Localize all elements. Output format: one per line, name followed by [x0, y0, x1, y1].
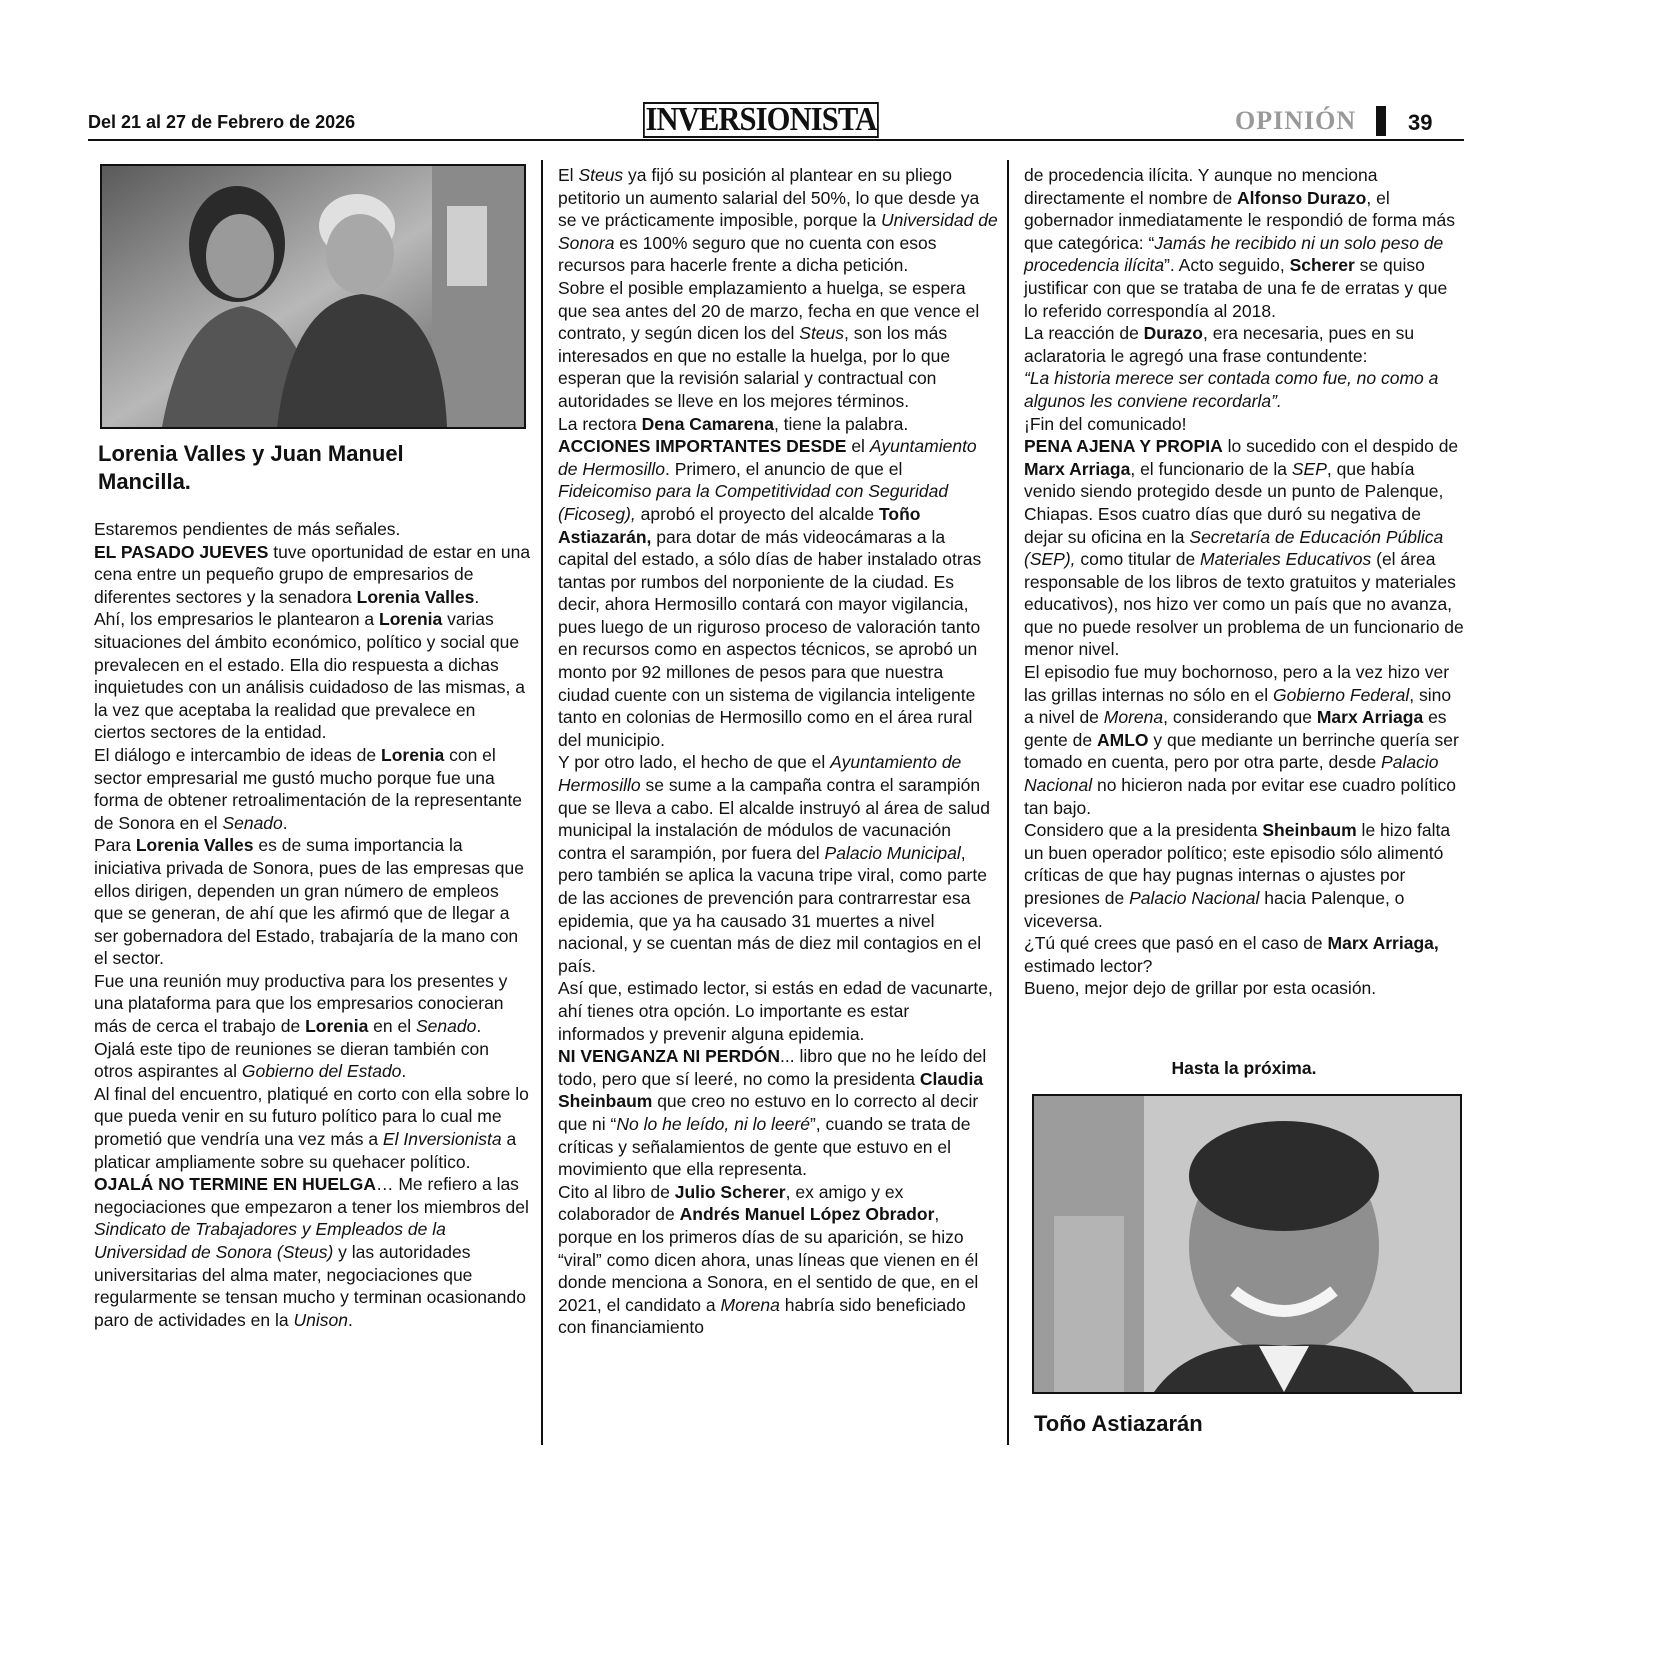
- bold-text: Durazo: [1143, 323, 1203, 344]
- text-run: , pero también se aplica la vacuna tripe viral, como parte de las acciones de prevención para contrarrestar esa epidemia, que ya ha causado 31 muertes a nivel nacional, y se cuentan más de diez mil contagios en el país.: [558, 842, 987, 976]
- paragraph: [1024, 413, 1464, 436]
- paragraph: [558, 751, 998, 977]
- paragraph: [1024, 367, 1464, 412]
- text-run: , el funcionario de la: [1130, 458, 1292, 479]
- article-column-2: [558, 164, 998, 1339]
- bold-text: Dena Camarena: [641, 413, 774, 434]
- photo-lorenia-juan-manuel: [100, 164, 526, 429]
- text-run: … Me refiero a las negociaciones que empezaron a tener los miembros del: [94, 1174, 529, 1217]
- page-number: 39: [1408, 110, 1433, 135]
- text-run: y las autoridades universitarias del alma mater, negociaciones que regularmente se tensan mucho y terminan ocasionando paro de actividades en la: [94, 1242, 526, 1330]
- bold-text: OJALÁ NO TERMINE EN HUELGA: [94, 1174, 376, 1195]
- italic-text: Gobierno Federal: [1273, 684, 1410, 705]
- bold-text: Lorenia: [379, 609, 443, 630]
- article-column-1: [94, 518, 531, 1331]
- bold-text: Sheinbaum: [1262, 820, 1357, 841]
- text-run: es de suma importancia la iniciativa privada de Sonora, pues de las empresas que ellos dirigen, dependen un gran número de empleos que se generan, de ahí que les afirmó que de llegar a ser gobernadora del Estado, trabajaría de la mano con el sector.: [94, 835, 524, 969]
- header-rule: [88, 139, 1464, 141]
- text-run: y que mediante un berrinche quería ser tomado en cuenta, pero por otra parte, desde: [1024, 729, 1459, 773]
- paragraph: [94, 541, 531, 609]
- text-run: , sino a nivel de: [1024, 684, 1452, 728]
- text-run: , porque en los primeros días de su aparición, se hizo “viral” como dicen ahora, unas líneas que vienen en él donde menciona a Sonora, en el sentido de que, en el 2021, el candidato a: [558, 1204, 979, 1315]
- text-run: a platicar ampliamente sobre su quehacer político.: [94, 1129, 517, 1172]
- bold-text: Toño Astiazarán,: [558, 503, 921, 547]
- section-label: OPINIÓN: [1235, 106, 1357, 135]
- text-run: .: [347, 1309, 353, 1330]
- text-run: .: [474, 586, 480, 607]
- paragraph: [1024, 435, 1464, 661]
- paragraph: [1024, 977, 1464, 1000]
- text-run: .: [401, 1061, 407, 1082]
- text-run: La reacción de: [1024, 323, 1144, 344]
- bold-text: Julio Scherer: [674, 1181, 786, 1202]
- text-run: El diálogo e intercambio de ideas de: [94, 744, 381, 765]
- bold-text: Lorenia Valles: [135, 835, 254, 856]
- text-run: de procedencia ilícita. Y aunque no menciona directamente el nombre de: [1024, 165, 1378, 208]
- text-run: Al final del encuentro, platiqué en corto con ella sobre lo que pueda venir en su futuro político para lo cual me prometió que vendría una vez más a: [94, 1083, 529, 1150]
- italic-text: El Inversionista: [382, 1129, 502, 1150]
- text-run: (el área responsable de los libros de texto gratuitos y materiales educativos), nos hizo ver como un país que no avanza, que no puede resolver un problema de un funcionario de menor nivel.: [1024, 549, 1464, 660]
- text-run: Así que, estimado lector, si estás en edad de vacunarte, ahí tienes otra opción. Lo importante es estar informados y prevenir alguna epidemia.: [558, 978, 993, 1044]
- italic-text: No lo he leído, ni lo leeré: [616, 1113, 810, 1134]
- paragraph: [1024, 322, 1464, 367]
- text-run: El episodio fue muy bochornoso, pero a la vez hizo ver las grillas internas no sólo en el: [1024, 662, 1450, 705]
- text-run: varias situaciones del ámbito económico, político y social que prevalecen en el estado. Ella dio respuesta a dichas inquietudes con un análisis cuidadoso de las mismas, a la vez que aceptaba la realidad que prevalece en ciertos sectores de la entidad.: [94, 609, 525, 743]
- bold-text: Lorenia: [381, 744, 445, 765]
- text-run: El: [558, 165, 579, 185]
- paragraph: [94, 1038, 531, 1083]
- italic-text: Palacio Municipal: [824, 842, 961, 863]
- text-run: le hizo falta un buen operador político; este episodio sólo alimentó críticas de que hay pugnas internas o ajustes por presiones de: [1024, 820, 1451, 908]
- text-run: Estaremos pendientes de más señales.: [94, 519, 401, 539]
- paragraph: [1024, 661, 1464, 819]
- paragraph: [94, 744, 531, 834]
- text-run: aprobó el proyecto del alcalde: [635, 503, 880, 524]
- bold-text: ACCIONES IMPORTANTES DESDE: [558, 436, 847, 457]
- text-run: ”, cuando se trata de críticas y señalamientos de gente que estuvo en el movimiento que ella representa.: [558, 1113, 971, 1180]
- paragraph: [94, 1083, 531, 1173]
- bold-text: NI VENGANZA NI PERDÓN: [558, 1046, 781, 1067]
- text-run: , era necesaria, pues en su aclaratoria le agregó una frase contundente:: [1024, 323, 1415, 366]
- text-run: . Primero, el anuncio de que el: [664, 458, 903, 479]
- italic-text: Palacio Nacional: [1129, 888, 1260, 908]
- text-run: habría sido beneficiado con financiamiento: [558, 1294, 966, 1338]
- paragraph: [558, 435, 998, 751]
- italic-text: Ayuntamiento de Hermosillo: [558, 752, 962, 796]
- paragraph: [558, 277, 998, 413]
- bold-text: EL PASADO JUEVES: [94, 541, 269, 562]
- article-column-3: [1024, 164, 1464, 1000]
- italic-text: Gobierno del Estado: [241, 1061, 402, 1082]
- text-run: es 100% seguro que no cuenta con esos recursos para hacerle frente a dicha petición.: [558, 232, 937, 276]
- italic-text: Unison: [293, 1309, 348, 1330]
- text-run: tuve oportunidad de estar en una cena entre un pequeño grupo de empresarios de diferentes sectores y la senadora: [94, 541, 531, 607]
- page-header: [88, 102, 1464, 142]
- paragraph: [94, 608, 531, 744]
- italic-text: Morena: [1103, 707, 1164, 728]
- text-run: el: [846, 436, 870, 457]
- text-run: hacia Palenque, o viceversa.: [1024, 888, 1405, 931]
- bold-text: Marx Arriaga,: [1327, 933, 1439, 954]
- italic-text: Sindicato de Trabajadores y Empleados de la Universidad de Sonora (Steus): [94, 1219, 446, 1262]
- paragraph: [1024, 164, 1464, 322]
- text-run: La rectora: [558, 413, 642, 434]
- italic-text: Steus: [799, 323, 845, 344]
- paragraph: [1024, 932, 1464, 977]
- text-run: .: [476, 1016, 482, 1037]
- text-run: ¿Tú qué crees que pasó en el caso de: [1024, 933, 1328, 954]
- bold-text: PENA AJENA Y PROPIA: [1024, 436, 1223, 457]
- text-run: Ojalá este tipo de reuniones se dieran también con otros aspirantes al: [94, 1038, 489, 1082]
- photo-illustration: [1034, 1096, 1460, 1392]
- italic-text: Ayuntamiento de Hermosillo: [558, 436, 977, 479]
- italic-text: Secretaría de Educación Pública (SEP),: [1024, 526, 1444, 570]
- text-run: ya fijó su posición al plantear en su pliego petitorio un aumento salarial del 50%, lo que desde ya se ve prácticamente imposible, porque la: [558, 165, 980, 231]
- paragraph: [94, 970, 531, 1038]
- text-run: Y por otro lado, el hecho de que el: [558, 752, 831, 773]
- italic-text: Jamás he recibido ni un solo peso de procedencia ilícita: [1024, 232, 1444, 276]
- newspaper-logo: INVERSIONISTA: [643, 102, 879, 138]
- text-run: , son los más interesados en que no estalle la huelga, por lo que esperan que la revisión salarial y contractual con autoridades se lleve en los mejores términos.: [558, 323, 951, 411]
- text-run: con el sector empresarial me gustó mucho porque fue una forma de obtener retroalimentación de la representante de Sonora en el: [94, 744, 523, 833]
- text-run: .: [282, 812, 288, 833]
- text-run: Ahí, los empresarios le plantearon a: [94, 609, 380, 630]
- italic-text: Fideicomiso para la Competitividad con Seguridad (Ficoseg),: [558, 481, 949, 524]
- text-run: , que había venido siendo protegido desde un punto de Palenque, Chiapas. Esos cuatro días que duró su negativa de dejar su oficina en la: [1024, 458, 1444, 547]
- text-run: ... libro que no he leído del todo, pero que sí leeré, no como la presidenta: [558, 1046, 987, 1089]
- text-run: , ex amigo y ex colaborador de: [558, 1181, 904, 1225]
- bold-text: Lorenia: [305, 1016, 369, 1037]
- paragraph: [558, 977, 998, 1045]
- column-rule-1: [541, 160, 543, 1445]
- text-run: se quiso justificar con que se trataba de una fe de erratas y que lo referido correspondía al 2018.: [1024, 255, 1448, 321]
- text-run: Sobre el posible emplazamiento a huelga, se espera que sea antes del 20 de marzo, fecha en que vence el contrato, y según dicen los del: [558, 277, 980, 344]
- text-run: lo sucedido con el despido de: [1222, 436, 1459, 457]
- paragraph: [94, 518, 531, 541]
- text-run: que creo no estuvo en lo correcto al decir que ni “: [558, 1091, 979, 1134]
- text-run: estimado lector?: [1024, 955, 1153, 976]
- italic-text: Materiales Educativos: [1200, 549, 1372, 570]
- text-run: , considerando que: [1163, 707, 1317, 728]
- paragraph: [558, 413, 998, 436]
- bold-text: Marx Arriaga: [1024, 458, 1131, 479]
- paragraph: [558, 1045, 998, 1181]
- text-run: Cito al libro de: [558, 1181, 675, 1202]
- bold-text: Claudia Sheinbaum: [558, 1068, 984, 1112]
- text-run: para dotar de más videocámaras a la capital del estado, a sólo días de haber instalado otras tantas por rumbos del norponiente de la ciudad. Es decir, ahora Hermosillo contará con mayor vigilancia, pues luego de un riguroso proceso de valoración tanto en recursos como en aspectos técnicos, se aprobó un monto por 92 millones de pesos para que nuestra ciudad cuente con un sistema de vigilancia inteligente tanto en colonias de Hermosillo como en el área rural del municipio.: [558, 526, 982, 750]
- paragraph: [94, 834, 531, 970]
- paragraph: [1024, 819, 1464, 932]
- section-bar: [1376, 106, 1386, 136]
- text-run: en el: [368, 1016, 416, 1037]
- signoff: Hasta la próxima.: [1171, 1058, 1317, 1078]
- paragraph: [94, 1173, 531, 1331]
- bold-text: Scherer: [1289, 255, 1355, 276]
- italic-text: Universidad de Sonora: [558, 210, 998, 253]
- photo-caption-2: Toño Astiazarán: [1034, 1411, 1203, 1436]
- paragraph: [558, 164, 998, 277]
- text-run: Considero que a la presidenta: [1024, 820, 1263, 841]
- italic-text: Senado: [416, 1016, 477, 1037]
- issue-date: Del 21 al 27 de Febrero de 2026: [88, 112, 356, 132]
- text-run: ”. Acto seguido,: [1164, 255, 1290, 276]
- bold-text: Andrés Manuel López Obrador: [679, 1204, 935, 1225]
- bold-text: Alfonso Durazo: [1237, 187, 1367, 208]
- column-rule-2: [1007, 160, 1009, 1445]
- text-run: Bueno, mejor dejo de grillar por esta ocasión.: [1024, 978, 1377, 999]
- text-run: ¡Fin del comunicado!: [1024, 413, 1187, 434]
- italic-text: Steus: [578, 165, 624, 185]
- italic-text: Morena: [720, 1294, 780, 1315]
- photo-caption-1: Lorenia Valles y Juan Manuel Mancilla.: [98, 441, 404, 494]
- text-run: como titular de: [1075, 549, 1201, 570]
- italic-text: Palacio Nacional: [1024, 752, 1439, 796]
- italic-text: SEP: [1291, 458, 1327, 479]
- text-run: se sume a la campaña contra el sarampión que se lleva a cabo. El alcalde instruyó al área de salud municipal la instalación de módulos de vacunación contra el sarampión, por fuera del: [558, 775, 990, 863]
- text-run: , tiene la palabra.: [773, 413, 909, 434]
- italic-text: Senado: [222, 812, 283, 833]
- paragraph: [558, 1181, 998, 1339]
- text-run: Fue una reunión muy productiva para los presentes y una plataforma para que los empresarios conocieran más de cerca el trabajo de: [94, 970, 508, 1037]
- text-run: es gente de: [1024, 707, 1447, 750]
- italic-text: “La historia merece ser contada como fue, no como a algunos les conviene recordarla”.: [1024, 368, 1439, 411]
- text-run: no hicieron nada por evitar ese cuadro político tan bajo.: [1024, 775, 1456, 818]
- bold-text: Marx Arriaga: [1316, 707, 1424, 728]
- photo-tono-astiazaran: [1032, 1094, 1462, 1394]
- text-run: , el gobernador inmediatamente le respondió de forma más que categórica: “: [1024, 187, 1455, 253]
- bold-text: Lorenia Valles: [356, 586, 475, 607]
- text-run: Para: [94, 835, 136, 856]
- bold-text: AMLO: [1096, 729, 1149, 750]
- photo-illustration: [102, 166, 524, 427]
